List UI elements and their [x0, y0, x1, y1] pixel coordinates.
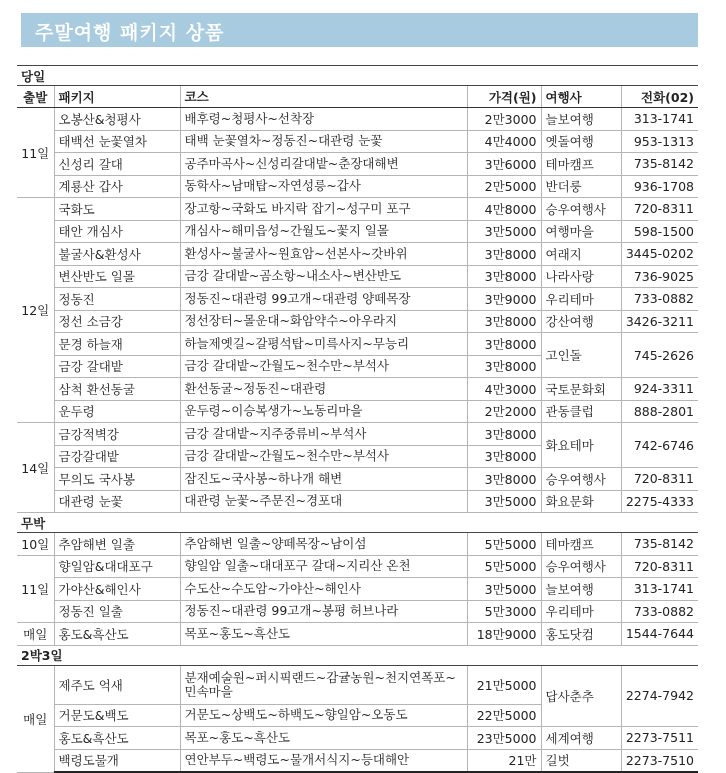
- course-cell: 정동진~대관령 99고개~대관령 양떼목장: [180, 288, 467, 311]
- package-cell: 금강 갈대밭: [54, 355, 180, 378]
- course-cell: 수도산~수도암~가야산~해인사: [180, 578, 467, 601]
- price-cell: 18만9000: [467, 623, 541, 646]
- phone-cell: 3445-0202: [621, 243, 698, 266]
- course-cell: 개심사~해미읍성~간월도~꽃지 일몰: [180, 220, 467, 243]
- table-row: [17, 623, 698, 646]
- package-cell: 백령도물개: [54, 749, 180, 772]
- agency-cell: 강산여행: [541, 310, 621, 333]
- package-cell: 정선 소금강: [54, 310, 180, 333]
- phone-cell: 2275-4333: [621, 490, 698, 513]
- package-cell: 금강갈대밭: [54, 445, 180, 468]
- section-row: [17, 645, 698, 665]
- price-cell: 22만5000: [467, 704, 541, 727]
- agency-cell: 늘보여행: [541, 108, 621, 131]
- price-cell: 2만2000: [467, 400, 541, 423]
- course-cell: 배후령~청평사~선착장: [180, 108, 467, 131]
- table-row: [17, 400, 698, 423]
- course-cell: 환선동굴~정동진~대관령: [180, 378, 467, 401]
- package-cell: 가야산&해인사: [54, 578, 180, 601]
- header-package: 패키지: [54, 86, 180, 108]
- table-row: [17, 468, 698, 491]
- price-cell: 4만8000: [467, 198, 541, 221]
- table-row: [17, 288, 698, 311]
- price-cell: 3만5000: [467, 490, 541, 513]
- agency-cell: 세계여행: [541, 727, 621, 750]
- header-agency: 여행사: [541, 86, 621, 108]
- header-price: 가격(원): [467, 86, 541, 108]
- package-cell: 거문도&백도: [54, 704, 180, 727]
- price-cell: 3만8000: [467, 445, 541, 468]
- package-cell: 제주도 억새: [54, 665, 180, 704]
- phone-cell: 936-1708: [621, 175, 698, 198]
- package-cell: 정동진: [54, 288, 180, 311]
- agency-cell: 홍도닷컴: [541, 623, 621, 646]
- phone-cell: 3426-3211: [621, 310, 698, 333]
- course-cell: 잠진도~국사봉~하나개 해변: [180, 468, 467, 491]
- package-cell: 오봉산&청평사: [54, 108, 180, 131]
- phone-cell: 720-8311: [621, 555, 698, 578]
- agency-cell: 국토문화회: [541, 378, 621, 401]
- package-cell: 계룡산 갑사: [54, 175, 180, 198]
- package-table-body: [17, 66, 698, 773]
- course-cell: 목포~홍도~흑산도: [180, 623, 467, 646]
- course-cell: 장고항~국화도 바지락 잡기~성구미 포구: [180, 198, 467, 221]
- agency-cell: 관동클럽: [541, 400, 621, 423]
- table-row: [17, 265, 698, 288]
- price-cell: 3만8000: [467, 333, 541, 356]
- package-cell: 변산반도 일몰: [54, 265, 180, 288]
- table-row: [17, 727, 698, 750]
- title-bar: [21, 13, 698, 47]
- price-cell: 3만9000: [467, 288, 541, 311]
- agency-cell: 테마캠프: [541, 533, 621, 556]
- course-cell: 금강 갈대밭~곰소항~내소사~변산반도: [180, 265, 467, 288]
- agency-cell: 옛돌여행: [541, 130, 621, 153]
- agency-cell: 우리테마: [541, 288, 621, 311]
- table-row: [17, 243, 698, 266]
- header-course: 코스: [180, 86, 467, 108]
- package-cell: 무의도 국사봉: [54, 468, 180, 491]
- phone-cell: 2273-7510: [621, 749, 698, 772]
- price-cell: 4만3000: [467, 378, 541, 401]
- course-cell: 금강 갈대밭~지주중류비~부석사: [180, 423, 467, 446]
- phone-cell: 1544-7644: [621, 623, 698, 646]
- package-cell: 정동진 일출: [54, 600, 180, 623]
- course-cell: 운두령~이승복생가~노동리마을: [180, 400, 467, 423]
- phone-cell: 720-8311: [621, 468, 698, 491]
- agency-cell: 승우여행사: [541, 198, 621, 221]
- table-row: [17, 490, 698, 513]
- page-title: 주말여행 패키지 상품: [35, 22, 225, 44]
- table-row: [17, 130, 698, 153]
- day-cell: 매일: [17, 623, 54, 646]
- price-cell: 4만4000: [467, 130, 541, 153]
- phone-cell: 736-9025: [621, 265, 698, 288]
- day-cell: 12일: [17, 198, 54, 423]
- phone-cell: 720-8311: [621, 198, 698, 221]
- price-cell: 23만5000: [467, 727, 541, 750]
- table-row: [17, 198, 698, 221]
- phone-cell: 313-1741: [621, 108, 698, 131]
- package-cell: 불굴사&환성사: [54, 243, 180, 266]
- table-row: [17, 175, 698, 198]
- agency-cell: 승우여행사: [541, 555, 621, 578]
- agency-cell: 나라사랑: [541, 265, 621, 288]
- agency-cell: 길벗: [541, 749, 621, 772]
- package-cell: 향일암&대대포구: [54, 555, 180, 578]
- table-row: [17, 749, 698, 772]
- phone-cell: 888-2801: [621, 400, 698, 423]
- table-row: [17, 423, 698, 446]
- course-cell: 목포~홍도~흑산도: [180, 727, 467, 750]
- phone-cell: 2273-7511: [621, 727, 698, 750]
- phone-cell: 742-6746: [621, 423, 698, 468]
- phone-cell: 924-3311: [621, 378, 698, 401]
- day-cell: 매일: [17, 665, 54, 772]
- header-phone: 전화(02): [621, 86, 698, 108]
- price-cell: 21만5000: [467, 665, 541, 704]
- package-cell: 운두령: [54, 400, 180, 423]
- price-cell: 3만8000: [467, 310, 541, 333]
- package-cell: 추암해변 일출: [54, 533, 180, 556]
- phone-cell: 733-0882: [621, 600, 698, 623]
- price-cell: 5만5000: [467, 533, 541, 556]
- package-cell: 삼척 환선동굴: [54, 378, 180, 401]
- course-cell: 동학사~남매탑~자연성릉~갑사: [180, 175, 467, 198]
- table-row: [17, 310, 698, 333]
- agency-cell: 승우여행사: [541, 468, 621, 491]
- price-cell: 2만5000: [467, 175, 541, 198]
- package-cell: 국화도: [54, 198, 180, 221]
- agency-cell: 화요테마: [541, 423, 621, 468]
- price-cell: 2만3000: [467, 108, 541, 131]
- table-row: [17, 555, 698, 578]
- course-cell: 연안부두~백령도~물개서식지~등대해안: [180, 749, 467, 772]
- price-cell: 3만8000: [467, 355, 541, 378]
- agency-cell: 답사춘추: [541, 665, 621, 727]
- price-cell: 3만8000: [467, 265, 541, 288]
- phone-cell: 735-8142: [621, 153, 698, 176]
- section-row: [17, 66, 698, 86]
- course-cell: 하늘제옛길~갈평석탑~미륵사지~무능리: [180, 333, 467, 356]
- package-table: [17, 65, 698, 773]
- course-cell: 태백 눈꽃열차~정동진~대관령 눈꽃: [180, 130, 467, 153]
- price-cell: 21만: [467, 749, 541, 772]
- price-cell: 3만8000: [467, 423, 541, 446]
- price-cell: 3만8000: [467, 243, 541, 266]
- package-cell: 태백선 눈꽃열차: [54, 130, 180, 153]
- price-cell: 3만5000: [467, 220, 541, 243]
- agency-cell: 우리테마: [541, 600, 621, 623]
- table-row: [17, 220, 698, 243]
- day-cell: 10일: [17, 533, 54, 556]
- phone-cell: 745-2626: [621, 333, 698, 378]
- price-cell: 5만5000: [467, 555, 541, 578]
- section-title: 무박: [17, 513, 698, 533]
- agency-cell: 늘보여행: [541, 578, 621, 601]
- phone-cell: 953-1313: [621, 130, 698, 153]
- course-cell: 정동진~대관령 99고개~봉평 허브나라: [180, 600, 467, 623]
- phone-cell: 733-0882: [621, 288, 698, 311]
- package-cell: 홍도&흑산도: [54, 623, 180, 646]
- course-cell: 금강 갈대밭~간월도~천수만~부석사: [180, 445, 467, 468]
- course-cell: 거문도~상백도~하백도~향일암~오동도: [180, 704, 467, 727]
- course-cell: 추암해변 일출~양떼목장~남이섬: [180, 533, 467, 556]
- table-row: [17, 108, 698, 131]
- course-cell: 분재예술원~퍼시픽랜드~감귤농원~천지연폭포~민속마을: [180, 665, 467, 704]
- header-row: [17, 86, 698, 108]
- section-title: 2박3일: [17, 645, 698, 665]
- agency-cell: 여래지: [541, 243, 621, 266]
- agency-cell: 반더룽: [541, 175, 621, 198]
- agency-cell: 고인돌: [541, 333, 621, 378]
- agency-cell: 여행마을: [541, 220, 621, 243]
- course-cell: 향일암 일출~대대포구 갈대~지리산 온천: [180, 555, 467, 578]
- package-cell: 금강적벽강: [54, 423, 180, 446]
- agency-cell: 테마캠프: [541, 153, 621, 176]
- package-cell: 홍도&흑산도: [54, 727, 180, 750]
- package-cell: 태안 개심사: [54, 220, 180, 243]
- agency-cell: 화요문화: [541, 490, 621, 513]
- table-row: [17, 600, 698, 623]
- phone-cell: 598-1500: [621, 220, 698, 243]
- price-cell: 3만5000: [467, 578, 541, 601]
- package-cell: 대관령 눈꽃: [54, 490, 180, 513]
- table-row: [17, 153, 698, 176]
- phone-cell: 2274-7942: [621, 665, 698, 727]
- section-row: [17, 513, 698, 533]
- course-cell: 금강 갈대밭~간월도~천수만~부석사: [180, 355, 467, 378]
- header-day: 출발: [17, 86, 54, 108]
- package-cell: 문경 하늘재: [54, 333, 180, 356]
- phone-cell: 313-1741: [621, 578, 698, 601]
- table-row: [17, 578, 698, 601]
- course-cell: 정선장터~몰운대~화암약수~아우라지: [180, 310, 467, 333]
- package-cell: 신성리 갈대: [54, 153, 180, 176]
- price-cell: 5만3000: [467, 600, 541, 623]
- phone-cell: 735-8142: [621, 533, 698, 556]
- price-cell: 3만6000: [467, 153, 541, 176]
- day-cell: 14일: [17, 423, 54, 513]
- section-title: 당일: [17, 66, 698, 86]
- table-row: [17, 378, 698, 401]
- table-row: [17, 333, 698, 356]
- day-cell: 11일: [17, 555, 54, 623]
- course-cell: 대관령 눈꽃~주문진~경포대: [180, 490, 467, 513]
- price-cell: 3만8000: [467, 468, 541, 491]
- day-cell: 11일: [17, 108, 54, 198]
- table-row: [17, 533, 698, 556]
- table-row: [17, 665, 698, 704]
- course-cell: 공주마곡사~신성리갈대밭~춘장대해변: [180, 153, 467, 176]
- course-cell: 환성사~불굴사~원효암~선본사~갓바위: [180, 243, 467, 266]
